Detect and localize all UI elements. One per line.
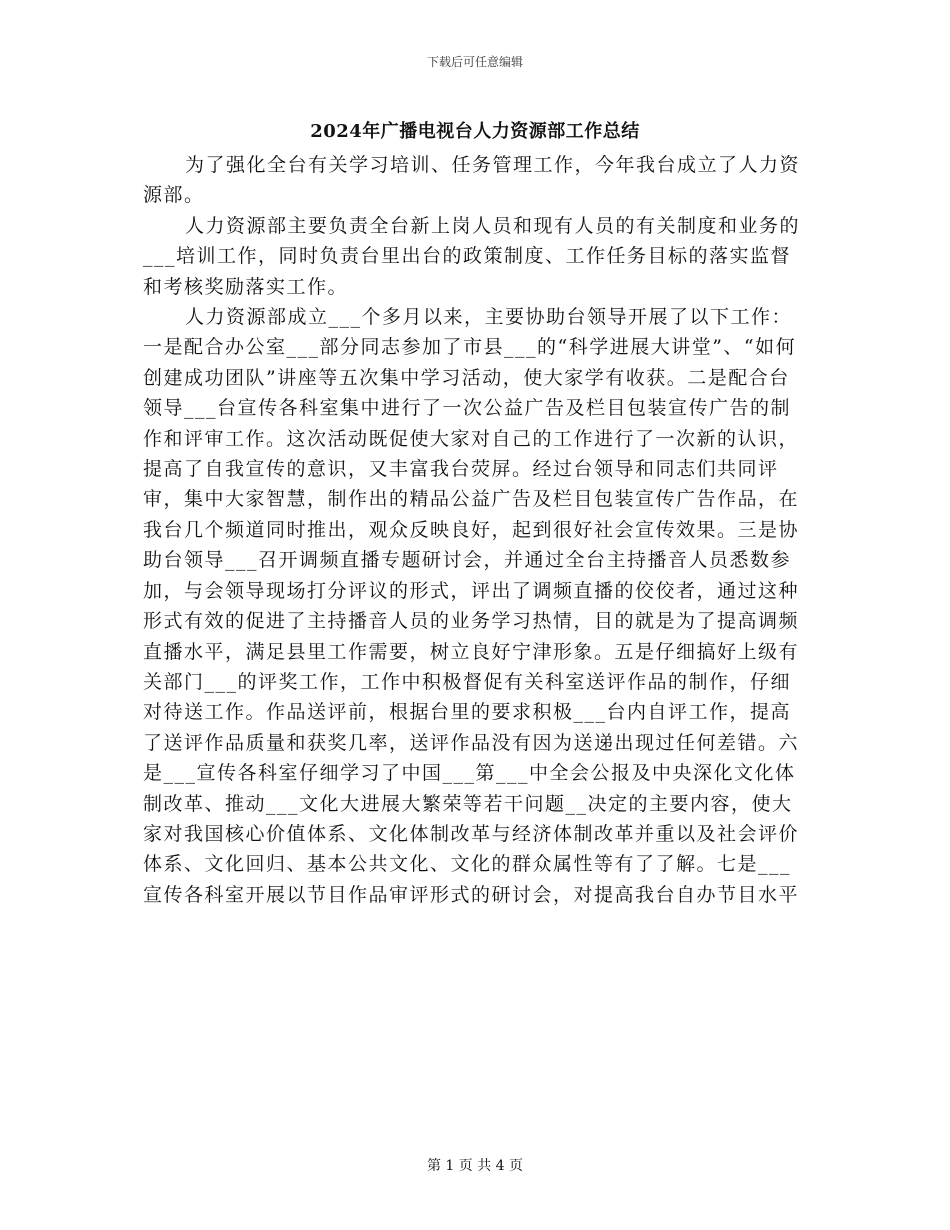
- paragraph-3: 人力资源部成立___个多月以来，主要协助台领导开展了以下工作：一是配合办公室___部分同志参加了市县___的“科学进展大讲堂”、“如何创建成功团队”讲座等五次集中学习活动，使大家学有收获。二是配合台领导___台宣传各科室集中进行了一次公益广告及栏目包装宣传广告的制作和评审工作。这次活动既促使大家对自己的工作进行了一次新的认识，提高了自我宣传的意识，又丰富我台荧屏。经过台领导和同志们共同评审，集中大家智慧，制作出的精品公益广告及栏目包装宣传广告作品，在我台几个频道同时推出，观众反映良好，起到很好社会宣传效果。三是协助台领导___召开调频直播专题研讨会，并通过全台主持播音人员悉数参加，与会领导现场打分评议的形式，评出了调频直播的佼佼者，通过这种形式有效的促进了主持播音人员的业务学习热情，目的就是为了提高调频直播水平，满足县里工作需要，树立良好宁津形象。五是仔细搞好上级有关部门___的评奖工作，工作中积极督促有关科室送评作品的制作，仔细对待送工作。作品送评前，根据台里的要求积极___台内自评工作，提高了送评作品质量和获奖几率，送评作品没有因为送递出现过任何差错。六是___宣传各科室仔细学习了中国___第___中全会公报及中央深化文化体制改革、推动___文化大进展大繁荣等若干问题__决定的主要内容，使大家对我国核心价值体系、文化体制改革与经济体制改革并重以及社会评价体系、文化回归、基本公共文化、文化的群众属性等有了了解。七是___宣传各科室开展以节目作品审评形式的研讨会，对提高我台自办节目水平: [143, 306, 800, 906]
- paragraph-1: 为了强化全台有关学习培训、任务管理工作，今年我台成立了人力资源部。: [143, 154, 801, 207]
- paragraph-2: 人力资源部主要负责全台新上岗人员和现有人员的有关制度和业务的___培训工作，同时负责台里出台的政策制度、工作任务目标的落实监督和考核奖励落实工作。: [143, 214, 801, 298]
- page-header-note: 下载后可任意编辑: [426, 55, 523, 69]
- page-number-footer: 第 1 页 共 4 页: [426, 1158, 524, 1174]
- document-body: [143, 150, 803, 910]
- document-title: 2024年广播电视台人力资源部工作总结: [310, 121, 640, 142]
